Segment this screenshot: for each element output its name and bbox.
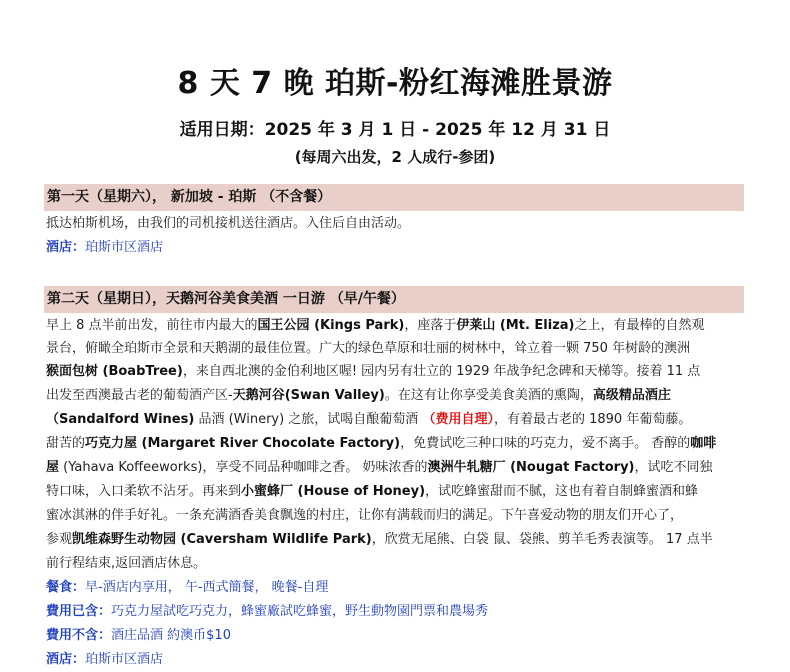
text: ，座落于: [404, 318, 457, 333]
date-range: 适用日期：2025 年 3 月 1 日 - 2025 年 12 月 31 日: [179, 120, 611, 140]
day2-text-line: [46, 410, 691, 429]
boutique-winery: 高级精品酒庄: [592, 388, 671, 403]
hotel-value: 珀斯市区酒店: [85, 652, 164, 667]
wildlife-park: 凯维森野生动物园 (Caversham Wildlife Park): [72, 532, 372, 547]
day1-heading: 第一天（星期六）， 新加坡 - 珀斯 （不含餐）: [44, 184, 744, 211]
day2-meals: [46, 578, 328, 597]
day2-text-line: 蜜冰淇淋的伴手好礼。一条充满酒香美食飘逸的村庄，让你有满载而归的满足。下午喜爱动物的朋友们开心了，: [46, 508, 684, 523]
text: 出发至西澳最古老的葡萄酒产区-: [46, 388, 233, 403]
included-value: 巧克力屋試吃巧克力，蜂蜜廠試吃蜂蜜，野生動物園門票和農場秀: [111, 604, 489, 619]
day2-heading: 第二天（星期日），天鹅河谷美食美酒 一日游 （早/午餐）: [44, 286, 744, 313]
day2-text-line: [46, 530, 713, 549]
text: ，试吃蜂蜜甜而不腻，这也有着自制蜂蜜酒和蜂: [425, 484, 699, 499]
chocolate-factory: 巧克力屋 (Margaret River Chocolate Factory): [85, 436, 401, 451]
sandalford-wines: （Sandalford Wines): [46, 412, 195, 427]
text: ，来自西北澳的金伯利地区喔! 园内另有壮立的 1929 年战争纪念碑和天梯等。接着 11 点: [182, 364, 701, 379]
day1-description: 抵达柏斯机场，由我们的司机接机送往酒店。入住后自由活动。: [46, 216, 411, 231]
day2-text-line: [46, 386, 671, 405]
boab-tree: 猴面包树 (BoabTree): [46, 364, 183, 379]
day2-text-line: [46, 482, 698, 501]
day2-text-line: [46, 458, 713, 477]
excluded-label: 費用不含：: [46, 628, 112, 643]
text: 早上 8 点半前出发，前往市内最大的: [46, 318, 258, 333]
text: 甜苦的: [46, 436, 86, 451]
departure-note: (每周六出发，2 人成行-参团): [294, 148, 496, 166]
nougat-factory: 澳洲牛轧糖厂 (Nougat Factory): [427, 460, 635, 475]
day2-text-line: 前行程结束,返回酒店休息。: [46, 556, 207, 571]
text: 。在这有让你享受美食美酒的熏陶，: [384, 388, 593, 403]
text: ，欣赏无尾熊、白袋 鼠、袋熊、剪羊毛秀表演等。 17 点半: [371, 532, 713, 547]
day2-text-line: [46, 362, 700, 381]
text: 参观: [46, 532, 73, 547]
text: ，试吃不同独: [634, 460, 713, 475]
day2-text-line: [46, 434, 716, 453]
excluded-value: 酒庄品酒 約澳币$10: [111, 628, 231, 643]
coffee-house: 咖啡: [690, 436, 717, 451]
hotel-value: 珀斯市区酒店: [85, 240, 164, 255]
swan-valley: 天鹅河谷(Swan Valley): [232, 388, 385, 403]
hotel-label: 酒店：: [46, 652, 86, 667]
meals-label: 餐食：: [46, 580, 86, 595]
house-of-honey: 小蜜蜂厂 (House of Honey): [241, 484, 426, 499]
text: 之上，有最棒的自然观: [574, 318, 705, 333]
day2-text-line: [46, 316, 705, 335]
page-title: 8 天 7 晚 珀斯-粉红海滩胜景游: [177, 66, 613, 101]
self-pay-note: （费用自理）: [422, 412, 494, 427]
kings-park: 国王公园 (Kings Park): [257, 318, 405, 333]
day2-text-line: 景台，俯瞰全珀斯市全景和天鹅湖的最佳位置。广大的绿色草原和壮丽的树林中，耸立着一颗 750 年树龄的澳洲: [46, 341, 691, 356]
text: ，免費试吃三种口味的巧克力，爱不离手。 香醇的: [400, 436, 691, 451]
coffee-house: 屋: [46, 460, 60, 475]
day2-included: [46, 602, 488, 621]
mt-eliza: 伊莱山 (Mt. Eliza): [456, 318, 575, 333]
text: 品酒 (Winery) 之旅，试喝自酿葡萄酒: [194, 412, 423, 427]
text: 特口味，入口柔软不沾牙。再来到: [46, 484, 242, 499]
text: ，有着最古老的 1890 年葡萄藤。: [493, 412, 692, 427]
day1-hotel: [46, 238, 163, 257]
meals-value: 早-酒店内享用， 午-西式簡餐， 晚餐-自理: [85, 580, 329, 595]
text: (Yahava Koffeeworks)，享受不同品种咖啡之香。 奶味浓香的: [59, 460, 428, 475]
hotel-label: 酒店：: [46, 240, 86, 255]
day2-excluded: [46, 626, 231, 645]
included-label: 費用已含：: [46, 604, 112, 619]
day2-hotel: [46, 650, 163, 669]
